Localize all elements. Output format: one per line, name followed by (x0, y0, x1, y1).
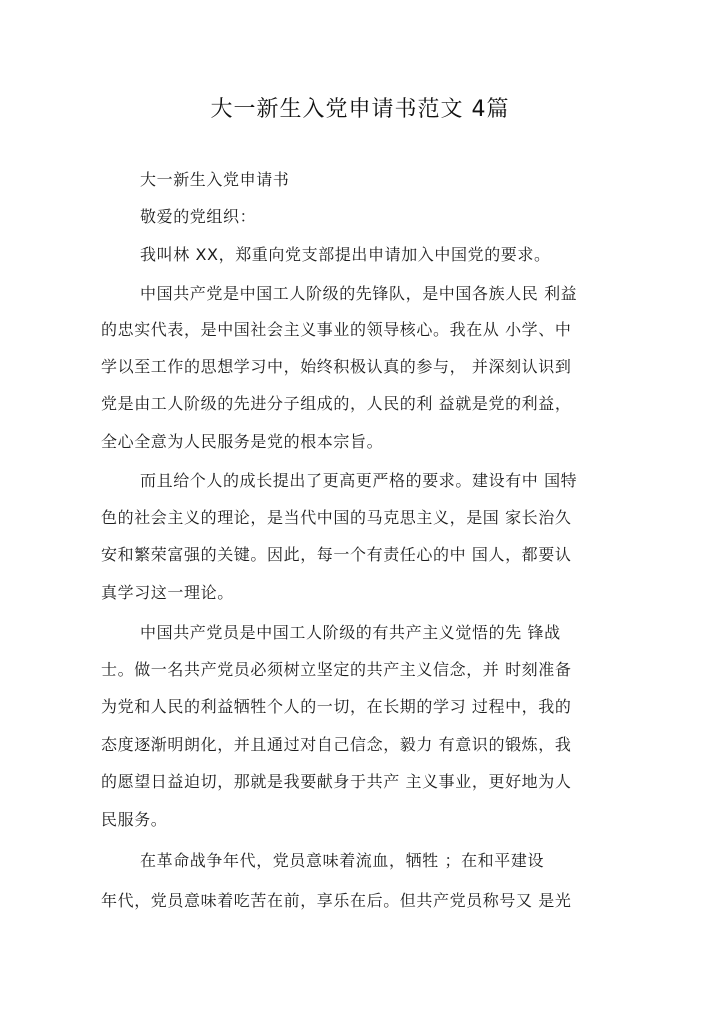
paragraph-line: 中国共产党是中国工人阶级的先锋队，是中国各族人民 利益 (140, 284, 578, 303)
paragraph-line: 为党和人民的利益牺牲个人的一切，在长期的学习 过程中，我的 (101, 697, 572, 716)
paragraph-line: 全心全意为人民服务是党的根本宗旨。 (101, 432, 384, 451)
paragraph-line: 色的社会主义的理论，是当代中国的马克思主义，是国 家长治久 (101, 508, 572, 527)
subtitle-line: 大一新生入党申请书 (140, 170, 290, 189)
paragraph-line: 士。做一名共产党员必须树立坚定的共产主义信念，并 时刻准备 (101, 660, 572, 679)
paragraph-line: 态度逐渐明朗化，并且通过对自己信念，毅力 有意识的锻炼，我 (101, 735, 572, 754)
paragraph-line: 年代，党员意味着吃苦在前，享乐在后。但共产党员称号又 是光 (101, 891, 572, 910)
paragraph-line: 中国共产党员是中国工人阶级的有共产主义觉悟的先 锋战 (140, 623, 561, 642)
paragraph-line: 在革命战争年代，党员意味着流血，牺牲 ；在和平建设 (140, 851, 545, 870)
paragraph-line: 学以至工作的思想学习中，始终积极认真的参与， 并深刻认识到 (101, 357, 572, 376)
paragraph-line: 我叫林 XX，郑重向党支部提出申请加入中国党的要求。 (140, 245, 551, 264)
salutation-line: 敬爱的党组织： (140, 207, 257, 226)
paragraph-line: 而且给个人的成长提出了更高更严格的要求。建设有中 国特 (140, 471, 578, 490)
document-title: 大一新生入党申请书范文 4篇 (210, 97, 510, 122)
paragraph-line: 党是由工人阶级的先进分子组成的，人民的利 益就是党的利益， (101, 394, 572, 413)
paragraph-line: 民服务。 (101, 810, 168, 829)
paragraph-line: 真学习这一理论。 (101, 583, 234, 602)
paragraph-line: 的忠实代表，是中国社会主义事业的领导核心。我在从 小学、中 (101, 320, 572, 339)
paragraph-line: 的愿望日益迫切，那就是我要献身于共产 主义事业，更好地为人 (101, 772, 572, 791)
paragraph-line: 安和繁荣富强的关键。因此，每一个有责任心的中 国人，都要认 (101, 545, 572, 564)
